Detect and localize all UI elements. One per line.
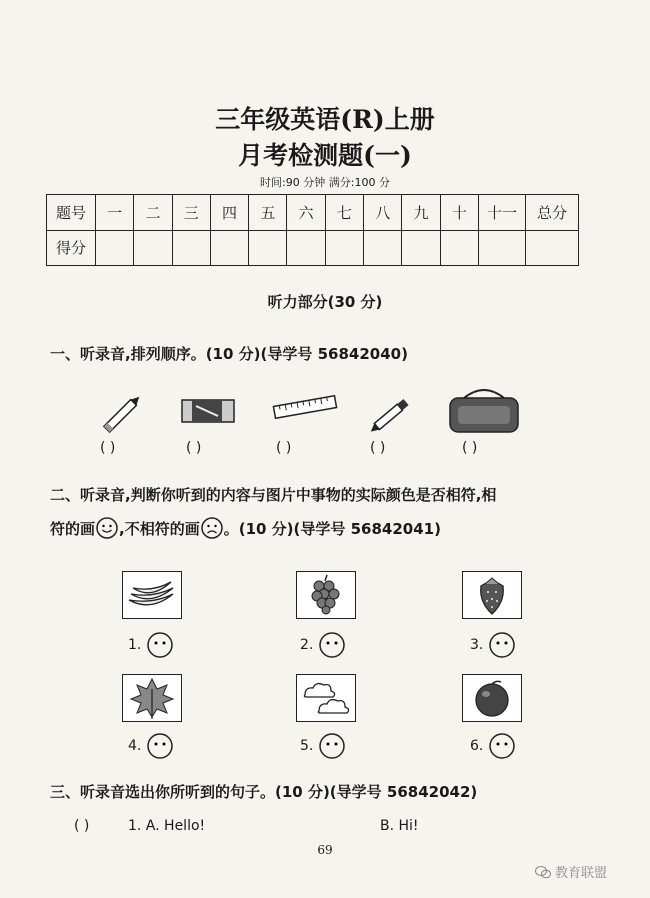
score-cell	[325, 230, 363, 266]
title-line-2: 月考检测题(一)	[238, 141, 412, 170]
score-header-cell: 五	[249, 195, 287, 231]
score-header-cell: 总分	[526, 195, 579, 231]
score-cell	[440, 230, 478, 266]
score-cell	[172, 230, 210, 266]
score-header-cell: 十	[440, 195, 478, 231]
orange-icon	[462, 674, 522, 722]
q2-item-number: 2.	[300, 637, 314, 653]
leaf-icon	[122, 674, 182, 722]
score-header-cell: 七	[325, 195, 363, 231]
question-1-text: 一、听录音,排列顺序。(10 分)(导学号 56842040)	[50, 345, 408, 363]
score-header-cell: 八	[364, 195, 402, 231]
score-cell	[287, 230, 325, 266]
q2-item-number: 5.	[300, 738, 314, 754]
grapes-icon	[296, 571, 356, 619]
score-cell	[402, 230, 440, 266]
ruler-icon	[272, 392, 338, 422]
question-3-text: 三、听录音选出你所听到的句子。(10 分)(导学号 56842042)	[50, 783, 478, 801]
q2-text-part-a: 符的画	[50, 519, 96, 538]
score-cell	[526, 230, 579, 266]
blank-face-icon[interactable]	[488, 631, 516, 659]
blank-face-icon[interactable]	[146, 631, 174, 659]
exam-meta: 时间:90 分钟 满分:100 分	[260, 176, 390, 189]
score-cell	[210, 230, 248, 266]
listening-section-title: 听力部分(30 分)	[267, 293, 383, 311]
score-header-cell: 十一	[479, 195, 526, 231]
q1-answer-blank-2[interactable]: ( )	[186, 440, 202, 456]
score-table	[46, 194, 579, 266]
blank-face-icon[interactable]	[488, 732, 516, 760]
q3-answer-blank-1[interactable]: ( )	[74, 818, 90, 834]
watermark	[535, 862, 607, 881]
score-header-cell: 二	[134, 195, 172, 231]
score-header-cell: 六	[287, 195, 325, 231]
eraser-icon	[180, 396, 238, 426]
chat-bubble-icon	[535, 865, 551, 879]
sad-face-icon	[200, 516, 224, 540]
blank-face-icon[interactable]	[318, 732, 346, 760]
banana-icon	[122, 571, 182, 619]
q1-answer-blank-4[interactable]: ( )	[370, 440, 386, 456]
q1-answer-blank-3[interactable]: ( )	[276, 440, 292, 456]
blank-face-icon[interactable]	[146, 732, 174, 760]
score-cell	[364, 230, 402, 266]
score-value-row	[47, 230, 579, 266]
question-2-text-line-2	[50, 516, 441, 540]
q1-answer-blank-1[interactable]: ( )	[100, 440, 116, 456]
score-cell	[249, 230, 287, 266]
q3-option-a: 1. A. Hello!	[128, 818, 206, 834]
score-header-cell: 题号	[47, 195, 96, 231]
score-header-cell: 九	[402, 195, 440, 231]
score-header-cell: 一	[96, 195, 134, 231]
cloud-icon	[296, 674, 356, 722]
score-row-label: 得分	[47, 230, 96, 266]
q2-text-part-b: ,不相符的画	[119, 519, 200, 538]
strawberry-icon	[462, 571, 522, 619]
score-header-cell: 四	[210, 195, 248, 231]
q2-item-number: 4.	[128, 738, 142, 754]
smile-face-icon	[95, 516, 119, 540]
q1-answer-blank-5[interactable]: ( )	[462, 440, 478, 456]
blank-face-icon[interactable]	[318, 631, 346, 659]
score-cell	[479, 230, 526, 266]
bag-icon	[444, 384, 524, 436]
q2-text-part-c: 。(10 分)(导学号 56842041)	[223, 519, 441, 538]
score-cell	[96, 230, 134, 266]
question-2-text-line-1: 二、听录音,判断你听到的内容与图片中事物的实际颜色是否相符,相	[50, 486, 497, 504]
title-line-1: 三年级英语(R)上册	[215, 105, 435, 134]
q2-item-number: 3.	[470, 637, 484, 653]
score-cell	[134, 230, 172, 266]
pen-icon	[368, 388, 418, 438]
q3-option-b: B. Hi!	[380, 818, 419, 834]
score-header-row	[47, 195, 579, 231]
q2-item-number: 1.	[128, 637, 142, 653]
page-number: 69	[317, 843, 333, 857]
score-header-cell: 三	[172, 195, 210, 231]
watermark-text: 教育联盟	[555, 866, 608, 881]
q2-item-number: 6.	[470, 738, 484, 754]
pencil-icon	[98, 388, 148, 438]
